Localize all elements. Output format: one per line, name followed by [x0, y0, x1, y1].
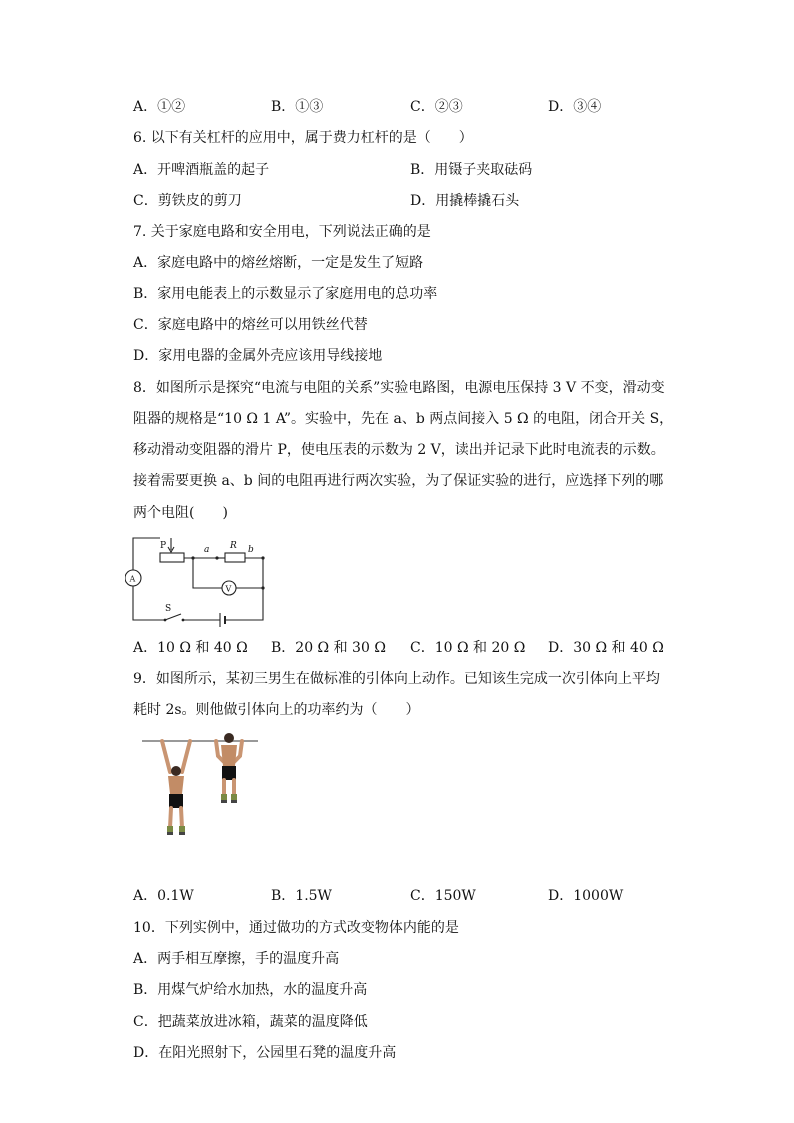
switch-contact — [164, 619, 167, 622]
q9-option-a: A．0.1W — [133, 888, 194, 904]
q8-stem-line-2: 阻器的规格是“10 Ω 1 A”。实验中，先在 a、b 两点间接入 5 Ω 的电阻，闭合开关 S， — [133, 411, 674, 427]
q8-stem-line-3: 移动滑动变阻器的滑片 P，使电压表的示数为 2 V，读出并记录下此时电流表的示数。 — [133, 442, 665, 458]
rheostat — [160, 553, 184, 562]
q6-option-a: A．开啤酒瓶盖的起子 — [133, 162, 270, 178]
pull-up-illustration — [140, 732, 265, 847]
junction-dot-b — [261, 556, 264, 559]
q10-option-a: A．两手相互摩擦，手的温度升高 — [133, 951, 340, 967]
junction-dot — [191, 556, 194, 559]
label-p: P — [160, 541, 167, 551]
q8-option-b: B．20 Ω 和 30 Ω — [271, 640, 386, 656]
label-ammeter: A — [129, 574, 136, 584]
q7-option-d: D．家用电器的金属外壳应该用导线接地 — [133, 348, 383, 364]
figure-pulled-up — [216, 733, 242, 803]
label-r: R — [230, 541, 237, 551]
wire-top-left — [133, 538, 160, 570]
q10-option-b: B．用煤气炉给水加热，水的温度升高 — [133, 982, 368, 998]
q9-option-c: C．150W — [410, 888, 476, 904]
q6-option-d: D．用撬棒撬石头 — [410, 193, 520, 209]
wire-voltmeter-left — [193, 558, 222, 588]
wire-left-bottom — [133, 586, 165, 620]
circuit-diagram — [125, 530, 275, 630]
q8-option-c: C．10 Ω 和 20 Ω — [410, 640, 526, 656]
q8-stem-line-1: 8．如图所示是探究“电流与电阻的关系”实验电路图，电源电压保持 3 V 不变，滑动变 — [133, 380, 665, 396]
q8-option-a: A．10 Ω 和 40 Ω — [133, 640, 248, 656]
q9-stem-line-2: 耗时 2s。则他做引体向上的功率约为（ ） — [133, 702, 420, 718]
q5-option-d: D．③④ — [548, 99, 602, 115]
q7-option-c: C．家庭电路中的熔丝可以用铁丝代替 — [133, 317, 368, 333]
q5-option-c: C．②③ — [410, 99, 463, 115]
junction-dot-a — [215, 556, 218, 559]
q10-stem: 10．下列实例中，通过做功的方式改变物体内能的是 — [133, 920, 459, 936]
q5-option-b: B．①③ — [271, 99, 324, 115]
q6-stem: 6. 以下有关杠杆的应用中，属于费力杠杆的是（ ） — [133, 130, 473, 146]
q10-option-c: C．把蔬菜放进冰箱，蔬菜的温度降低 — [133, 1014, 368, 1030]
resistor-r — [225, 553, 245, 562]
label-a: a — [204, 545, 210, 555]
q7-option-a: A．家庭电路中的熔丝熔断，一定是发生了短路 — [133, 255, 424, 271]
q7-stem: 7. 关于家庭电路和安全用电，下列说法正确的是 — [133, 224, 431, 240]
q7-option-b: B．家用电能表上的示数显示了家庭用电的总功率 — [133, 286, 438, 302]
q8-stem-line-4: 接着需要更换 a、b 间的电阻再进行两次实验，为了保证实验的进行，应选择下列的哪 — [133, 473, 664, 489]
q9-stem-line-1: 9．如图所示，某初三男生在做标准的引体向上动作。已知该生完成一次引体向上平均 — [133, 671, 660, 687]
q9-option-b: B．1.5W — [271, 888, 332, 904]
label-voltmeter: V — [225, 584, 232, 594]
q8-option-d: D．30 Ω 和 40 Ω — [548, 640, 664, 656]
switch-lever — [165, 614, 181, 620]
q6-option-c: C．剪铁皮的剪刀 — [133, 193, 242, 209]
q10-option-d: D．在阳光照射下，公园里石凳的温度升高 — [133, 1045, 397, 1061]
switch-contact-2 — [182, 619, 185, 622]
junction-dot-v — [261, 586, 264, 589]
q8-stem-line-5: 两个电阻( ) — [133, 505, 228, 521]
q5-option-a: A．①② — [133, 99, 186, 115]
q9-option-d: D．1000W — [548, 888, 624, 904]
figure-hanging — [162, 741, 190, 835]
label-b: b — [248, 545, 254, 555]
q6-option-b: B．用镊子夹取砝码 — [410, 162, 533, 178]
label-switch: S — [165, 604, 172, 614]
